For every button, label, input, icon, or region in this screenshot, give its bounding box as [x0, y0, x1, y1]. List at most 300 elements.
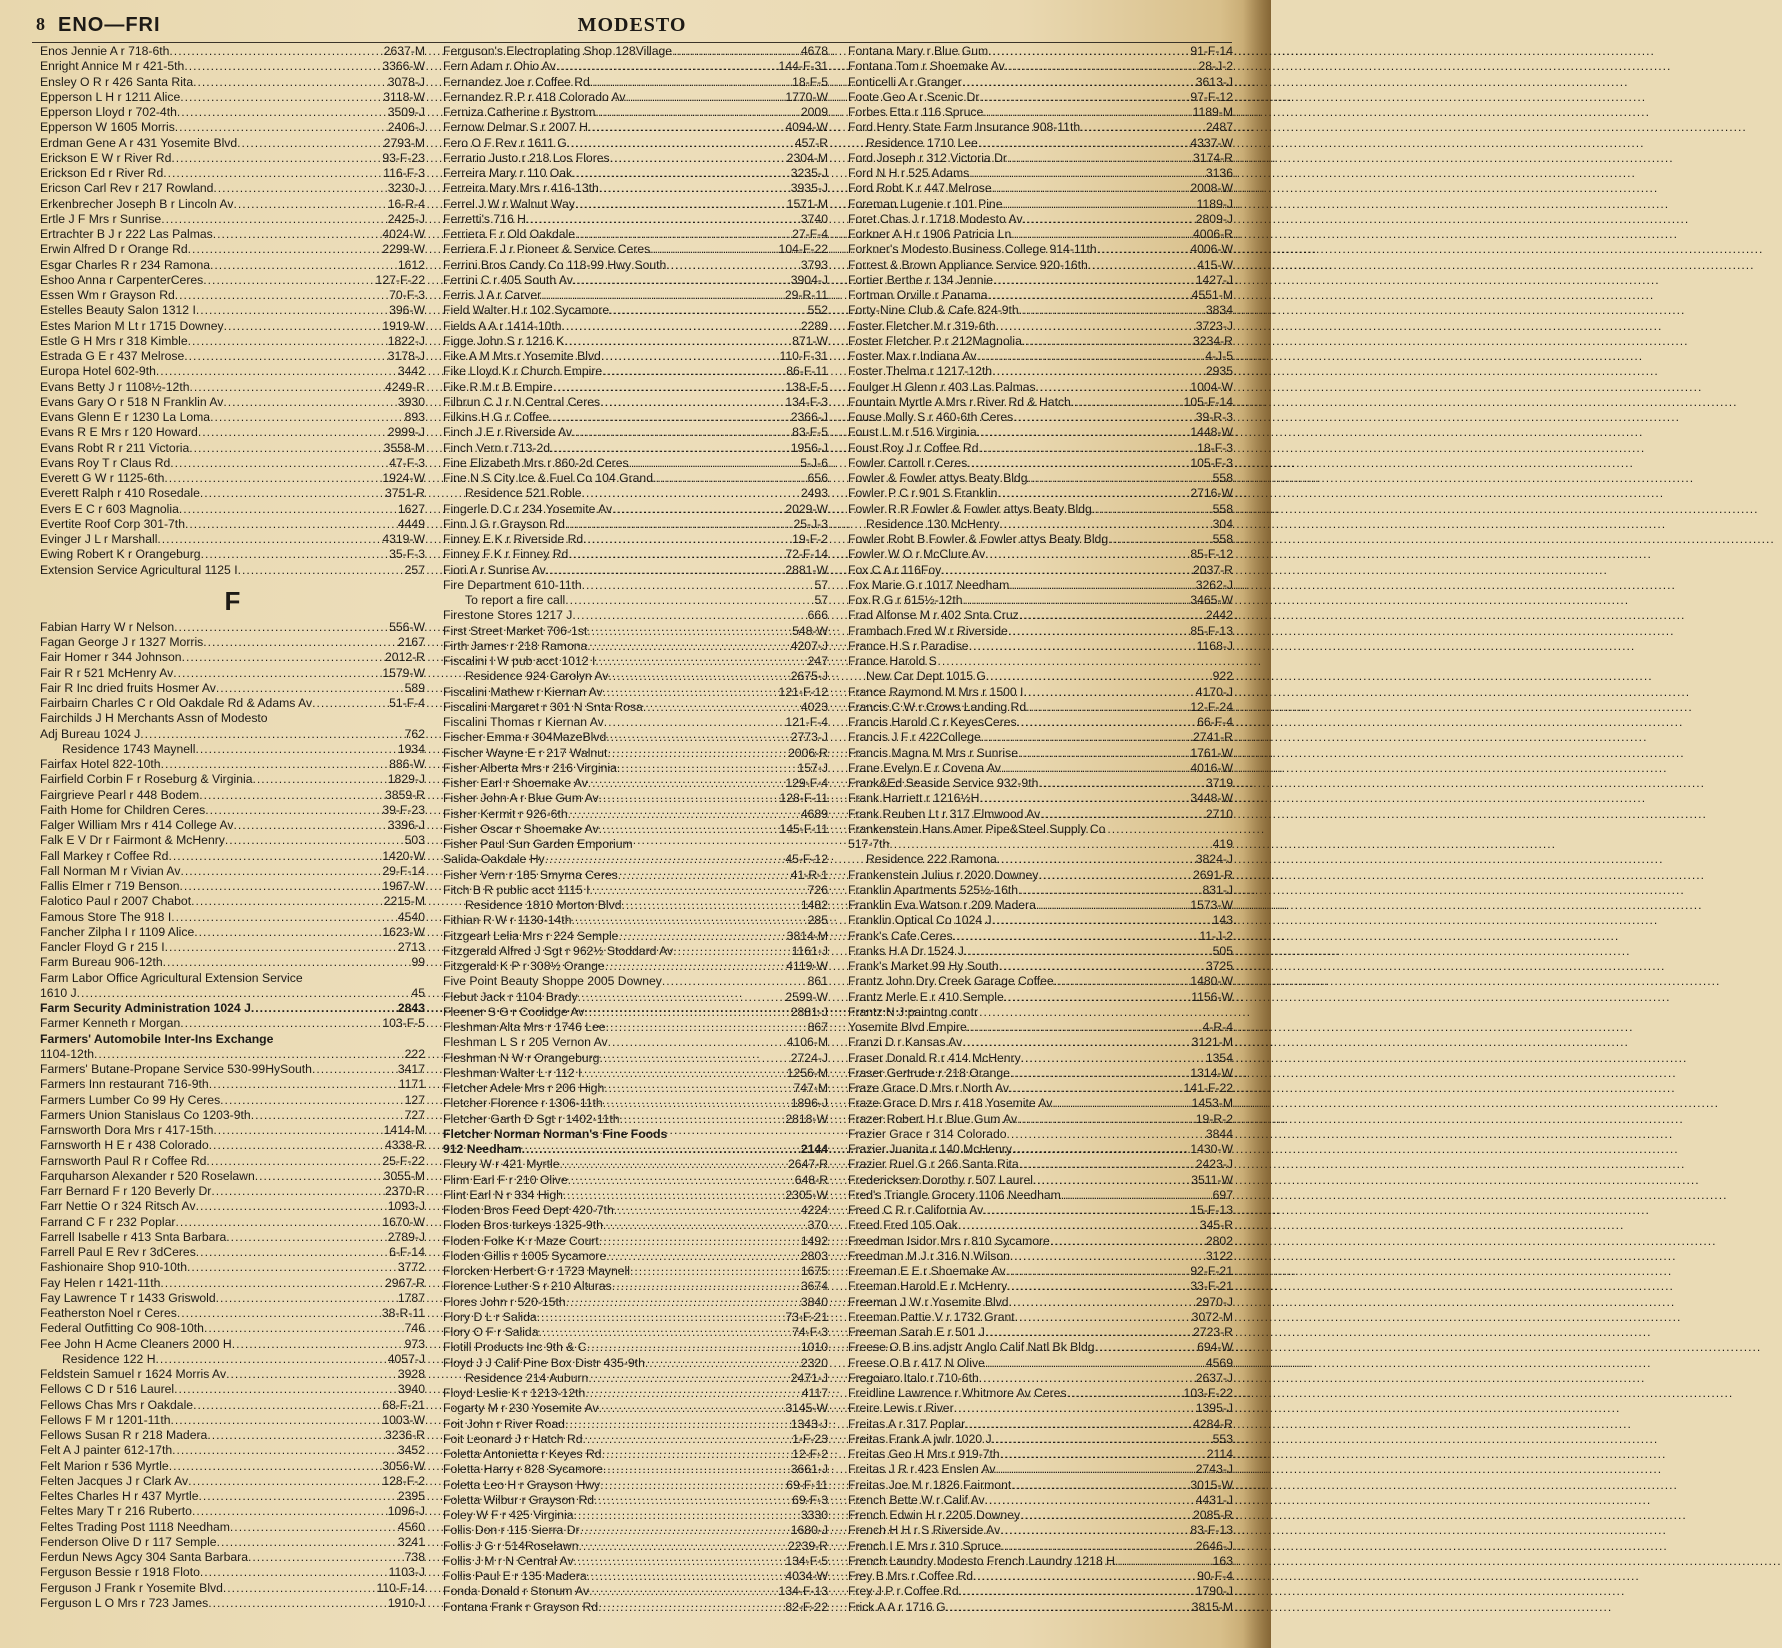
phone-number: 3674 — [800, 1279, 828, 1294]
phone-number: 2493 — [800, 486, 828, 501]
listing-name: Freitas A r 317 Poplar — [848, 1416, 966, 1431]
listing-row — [443, 242, 828, 257]
listing-row — [443, 273, 828, 288]
listing-name: Ferguson J Frank r Yosemite Blvd — [40, 1580, 223, 1595]
phone-number: 121-F-12 — [778, 684, 828, 699]
phone-number: 38-R-11 — [381, 1306, 425, 1320]
listing-row — [40, 471, 425, 486]
phone-number: 103-F-5 — [382, 1016, 425, 1031]
listing-name: Farmer Kenneth r Morgan — [40, 1016, 181, 1031]
listing-name: Estle G H Mrs r 318 Kimble — [40, 333, 188, 348]
leader-dots — [198, 425, 387, 440]
phone-number: 157-J — [797, 760, 828, 775]
listing-row — [848, 75, 1233, 90]
listing-name: Fonda Donald r Stonum Av — [443, 1584, 590, 1599]
listing-name: Frazier Juanita r 140 McHenry — [848, 1142, 1012, 1156]
phone-number: 2881-W — [785, 562, 828, 577]
listing-name: Ford Joseph r 312 Victoria Dr — [848, 150, 1007, 165]
leader-dots — [205, 803, 381, 818]
leader-dots — [587, 624, 791, 639]
phone-number: 1623-W — [382, 924, 425, 939]
leader-dots — [537, 1310, 785, 1325]
leader-dots — [601, 349, 779, 364]
listing-row — [443, 151, 828, 166]
listing-name: Fay Helen r 1421-11th — [40, 1275, 161, 1290]
listing-row — [443, 227, 828, 242]
listing-name: Ford Henry State Farm Insurance 908-11th — [848, 120, 1081, 135]
leader-dots — [1007, 151, 1192, 166]
listing-row — [40, 288, 425, 303]
phone-number: 3740 — [800, 211, 828, 226]
listing-name: Fleener S G r Coolidge Av — [443, 1004, 585, 1019]
listing-row — [443, 1417, 828, 1432]
leader-dots — [1071, 395, 1183, 410]
phone-number: 2037-R — [1193, 562, 1233, 577]
listing-row — [443, 517, 828, 532]
phone-number: 1670-W — [382, 1214, 425, 1229]
listing-row — [40, 1215, 425, 1230]
listing-name: Farmers Lumber Co 99 Hy Ceres — [40, 1092, 221, 1107]
phone-number: 4540 — [397, 909, 425, 924]
phone-number: 553 — [1212, 1431, 1233, 1446]
phone-number: 2114 — [1206, 1447, 1233, 1461]
listing-name: Fairfax Hotel 822-10th — [40, 757, 161, 771]
listing-row — [443, 1157, 828, 1172]
phone-number: 2793-M — [383, 135, 425, 150]
listing-name: Freeman Harold E r McHenry — [848, 1279, 1008, 1294]
listing-row — [848, 1051, 1233, 1066]
listing-name: Ferriera F J r Pioneer & Service Ceres — [443, 242, 651, 257]
listing-row — [848, 441, 1233, 456]
listing-name: Forkner's Modesto Business College 914-11th — [848, 242, 1097, 257]
phone-number: 1354 — [1205, 1050, 1233, 1065]
phone-number: 867 — [807, 1020, 828, 1034]
phone-number: 35-F-3 — [389, 547, 425, 562]
listing-row — [848, 669, 1233, 684]
listing-name: Fletcher Norman Norman's Fine Foods — [443, 1126, 668, 1141]
listing-row — [848, 654, 1233, 669]
phone-number: 3940 — [397, 1382, 425, 1397]
phone-number: 83-F-13 — [1190, 1523, 1233, 1538]
phone-number: 141-F-22 — [1183, 1081, 1233, 1095]
leader-dots — [1010, 1066, 1189, 1081]
leader-dots — [604, 1081, 792, 1096]
listing-row — [443, 807, 828, 822]
listing-row — [848, 624, 1233, 639]
leader-dots — [180, 864, 381, 879]
listing-row — [40, 1474, 425, 1489]
leader-dots — [234, 197, 387, 212]
listing-name: Ford N H r 525 Adams — [848, 166, 970, 180]
leader-dots — [562, 319, 800, 334]
phone-number: 134-F-13 — [778, 1584, 828, 1599]
leader-dots — [196, 303, 388, 318]
directory-column-2 — [443, 44, 828, 1615]
phone-number: 3511-W — [1191, 1172, 1233, 1187]
phone-number: 762 — [404, 726, 425, 741]
leader-dots — [612, 1279, 800, 1294]
phone-number: 12-F-2 — [792, 1447, 828, 1461]
listing-name: Firth James r 218 Ramona — [443, 638, 588, 653]
leader-dots — [976, 349, 1204, 364]
listing-name: Frick A A r 1716 G — [848, 1599, 946, 1614]
listing-row — [443, 1218, 828, 1233]
phone-number: 2647-R — [788, 1157, 828, 1172]
listing-name: Evans R E Mrs r 120 Howard — [40, 425, 198, 440]
leader-dots — [213, 181, 386, 196]
leader-dots — [567, 136, 794, 151]
phone-number: 419 — [1212, 837, 1233, 851]
listing-row — [443, 883, 828, 898]
listing-name: Extension Service Agricultural 1125 I — [40, 562, 238, 577]
listing-row — [40, 105, 425, 120]
phone-number: 3824-J — [1195, 852, 1233, 867]
leader-dots — [962, 1035, 1190, 1050]
listing-row — [443, 1035, 828, 1050]
listing-row — [848, 59, 1233, 74]
leader-dots — [1007, 1279, 1189, 1294]
listing-name: Fox Marie G r 1017 Needham — [848, 577, 1010, 592]
phone-number: 18-F-3 — [1197, 440, 1233, 455]
leader-dots — [179, 502, 397, 517]
listing-row — [443, 730, 828, 745]
leader-dots — [1036, 380, 1190, 395]
listing-name: Erickson E W r River Rd — [40, 150, 172, 165]
leader-dots — [999, 517, 1211, 532]
listing-row — [40, 1001, 425, 1016]
phone-number: 127-F-22 — [375, 272, 425, 287]
listing-name: Farr Nettie O r 324 Ritsch Av — [40, 1199, 196, 1214]
listing-name: Farrell Isabelle r 413 Snta Barbara — [40, 1229, 227, 1244]
listing-row — [443, 425, 828, 440]
leader-dots — [163, 955, 411, 970]
leader-dots — [230, 1520, 397, 1535]
phone-number: 47-F-3 — [389, 455, 425, 470]
listing-row — [443, 258, 828, 273]
phone-number: 41-R-1 — [790, 867, 828, 882]
phone-number: 2818-W — [785, 1111, 828, 1126]
listing-name: Residence 130 McHenry — [866, 516, 1000, 531]
listing-name: Fire Department 610-11th — [443, 577, 582, 592]
leader-dots — [599, 791, 779, 806]
listing-row — [848, 990, 1233, 1005]
phone-number: 3719 — [1205, 776, 1233, 790]
listing-name: Freeman E E r Shoemake Av — [848, 1264, 1006, 1278]
listing-row — [443, 715, 828, 730]
listing-row — [848, 1462, 1233, 1477]
leader-dots — [196, 1199, 387, 1214]
phone-number: 1787 — [397, 1290, 425, 1305]
phone-number: 3844 — [1205, 1126, 1233, 1141]
phone-number: 556-W — [389, 619, 425, 634]
listing-row — [848, 1523, 1233, 1538]
listing-name: Francis J F r 422College — [848, 730, 981, 745]
leader-dots — [965, 1417, 1192, 1432]
listing-name: Fisher Kermit r 926-6th — [443, 806, 568, 821]
listing-row — [40, 395, 425, 410]
listing-name: Ferdun News Agcy 304 Santa Barbara — [40, 1550, 248, 1564]
phone-number: 3234-R — [1193, 333, 1233, 348]
listing-row — [443, 1325, 828, 1340]
phone-number: 726 — [807, 882, 828, 897]
listing-row — [40, 879, 425, 894]
listing-name: Fern Adam r Ohio Av — [443, 59, 556, 74]
phone-number: 4207-J — [790, 638, 828, 653]
listing-row — [848, 578, 1233, 593]
leader-dots — [565, 1417, 790, 1432]
listing-row — [848, 776, 1233, 791]
listing-name: Figge John S r 1216 K — [443, 333, 565, 348]
listing-row — [848, 1310, 1233, 1325]
phone-number: 656 — [807, 471, 828, 485]
listing-name: Fashionaire Shop 910-10th — [40, 1260, 188, 1275]
listing-row — [40, 727, 425, 742]
leader-dots — [1067, 1386, 1183, 1401]
listing-row — [40, 1169, 425, 1184]
phone-number: 4569 — [1205, 1355, 1233, 1370]
listing-row — [443, 1401, 828, 1416]
leader-dots — [599, 822, 779, 837]
leader-dots — [171, 1413, 382, 1428]
listing-name: Fowler Robt B Fowler & Fowler attys Beaty Bldg — [848, 532, 1109, 546]
listing-row — [848, 791, 1233, 806]
leader-dots — [213, 1123, 382, 1138]
leader-dots — [1010, 1249, 1205, 1264]
listing-row — [443, 898, 828, 913]
listing-row — [40, 59, 425, 74]
leader-dots — [77, 986, 411, 1001]
listing-row — [848, 547, 1233, 562]
listing-name: Freeman Sarah E r 501 J — [848, 1325, 985, 1339]
phone-number: 3055-M — [383, 1168, 425, 1183]
listing-row — [443, 1112, 828, 1127]
listing-row — [443, 974, 828, 989]
listing-name: Fitch B R public acct 1115 I — [443, 882, 590, 897]
listing-row — [848, 1096, 1233, 1111]
listing-row — [40, 242, 425, 257]
listing-row — [40, 181, 425, 196]
section-letter: F — [224, 585, 241, 616]
listing-name: Floyd J J Calif Pine Box Distr 435-9th — [443, 1355, 645, 1370]
leader-dots — [1033, 1173, 1190, 1188]
phone-number: 3056-W — [382, 1458, 425, 1473]
listing-name: Floyd Leslie K r 1213-12th — [443, 1386, 586, 1400]
phone-number: 127 — [404, 1092, 425, 1107]
listing-row — [40, 772, 425, 787]
listing-name: Foit John r River Road — [443, 1416, 565, 1431]
listing-name: Fabian Harry W r Nelson — [40, 619, 175, 634]
listing-row — [443, 502, 828, 517]
listing-row — [40, 864, 425, 879]
listing-row — [443, 746, 828, 761]
phone-number: 2144 — [800, 1142, 828, 1156]
leader-dots — [564, 334, 791, 349]
phone-number: 552 — [807, 303, 828, 318]
phone-number: 2085-R — [1193, 1508, 1233, 1522]
listing-name: Fiori A r Sunrise Av — [443, 562, 546, 577]
leader-dots — [958, 1218, 1199, 1233]
phone-number: 3174-R — [1193, 150, 1233, 165]
leader-dots — [1061, 1188, 1212, 1203]
listing-row — [848, 105, 1233, 120]
leader-dots — [1009, 1081, 1183, 1096]
listing-name: Fontana Frank r Grayson Rd — [443, 1599, 599, 1614]
listing-row — [848, 1493, 1233, 1508]
listing-name: Feldstein Samuel r 1624 Morris Av — [40, 1367, 227, 1381]
leader-dots — [1097, 242, 1190, 257]
listing-name: Farmers' Automobile Inter-Ins Exchange — [40, 1031, 274, 1046]
listing-row — [443, 547, 828, 562]
listing-row — [443, 1340, 828, 1355]
listing-name: Evans Glenn E r 1230 La Loma — [40, 410, 211, 424]
directory-column-1 — [40, 44, 425, 1611]
listing-name: Fraser Donald R r 414 McHenry — [848, 1050, 1021, 1065]
listing-name: Evinger J L r Marshall — [40, 532, 158, 546]
listing-row — [40, 742, 425, 757]
listing-name: Fall Norman M r Vivian Av — [40, 863, 181, 878]
leader-dots — [565, 517, 793, 532]
listing-row — [848, 395, 1233, 410]
listing-row — [443, 685, 828, 700]
listing-name: Frank Harriett r 1216½H — [848, 791, 980, 806]
listing-row — [443, 197, 828, 212]
leader-dots — [585, 1386, 801, 1401]
phone-number: 589 — [404, 680, 425, 695]
listing-name: Frank's Cafe Ceres — [848, 928, 953, 943]
leader-dots — [986, 669, 1212, 684]
listing-name: Fraze Grace D Mrs r North Av — [848, 1081, 1009, 1095]
listing-row — [443, 1371, 828, 1386]
leader-dots — [584, 1005, 789, 1020]
listing-row — [443, 364, 828, 379]
phone-number: 2881-J — [790, 1004, 828, 1019]
listing-name: Franzi D r Kansas Av — [848, 1035, 963, 1050]
listing-name: Fraser Gertrude r 218 Orange — [848, 1065, 1010, 1080]
listing-row — [848, 212, 1233, 227]
listing-row — [848, 1020, 1233, 1035]
listing-name: Fernandez Joe r Coffee Rd — [443, 74, 590, 89]
leader-dots — [662, 974, 807, 989]
listing-name: Foster Fletcher M r 319-6th — [848, 318, 996, 333]
leader-dots — [1012, 1142, 1189, 1157]
phone-number: 85-F-12 — [1190, 547, 1233, 562]
listing-name: 517-7th — [848, 837, 890, 851]
phone-number: 1414-M — [383, 1123, 425, 1137]
listing-name: Floden Folke K r Maze Court — [443, 1233, 599, 1248]
listing-name: Fregoiaro Italo r 710-6th — [848, 1370, 979, 1385]
leader-dots — [541, 288, 784, 303]
listing-name: Francis Harold C r KeyesCeres — [848, 715, 1017, 729]
listing-name: Frank Reuben Lt r 317 Elmwood Av — [848, 806, 1041, 821]
listing-row — [443, 1173, 828, 1188]
leader-dots — [1011, 227, 1192, 242]
leader-dots — [993, 273, 1195, 288]
phone-number: 3558-M — [383, 440, 425, 455]
listing-row — [443, 990, 828, 1005]
listing-row — [848, 197, 1233, 212]
leader-dots — [1023, 212, 1195, 227]
leader-dots — [1015, 1310, 1191, 1325]
listing-row — [443, 90, 828, 105]
phone-number: 2239-R — [788, 1538, 828, 1553]
listing-name: Residence 1810 Morton Blvd — [465, 898, 622, 912]
phone-number: 4023 — [800, 699, 828, 714]
leader-dots — [1017, 715, 1196, 730]
listing-row — [40, 940, 425, 955]
listing-row — [40, 1565, 425, 1580]
leader-dots — [992, 181, 1190, 196]
listing-row — [848, 1600, 1233, 1615]
listing-name: Farmers Inn restaurant 716-9th — [40, 1077, 209, 1092]
leader-dots — [210, 410, 404, 425]
listing-row — [443, 1295, 828, 1310]
phone-number: 3772 — [397, 1260, 425, 1275]
leader-dots — [587, 1340, 800, 1355]
phone-number: 3136 — [1205, 166, 1233, 180]
phone-number: 457-R — [794, 135, 828, 150]
listing-name: Fortier Berthe r 134 Jennie — [848, 272, 993, 287]
listing-name: Filbrun C J r N Central Ceres — [443, 394, 601, 409]
listing-name: Follis Paul E r 135 Madera — [443, 1569, 587, 1583]
listing-row — [848, 1188, 1233, 1203]
listing-name: Ferguson Bessie r 1918 Floto — [40, 1565, 200, 1580]
leader-dots — [629, 456, 800, 471]
listing-row — [848, 136, 1233, 151]
phone-number: 72-F-14 — [785, 547, 828, 562]
listing-name: Evans Gary O r 518 N Franklin Av — [40, 394, 224, 409]
listing-name: Fisher Alberta Mrs r 216 Virginia — [443, 760, 617, 775]
leader-dots — [94, 1047, 404, 1062]
listing-row — [848, 1157, 1233, 1172]
listing-row — [443, 319, 828, 334]
listing-name: Fancler Floyd G r 215 I — [40, 940, 165, 954]
listing-row — [40, 1245, 425, 1260]
listing-row — [40, 711, 425, 726]
listing-row — [40, 1306, 425, 1321]
listing-row — [848, 837, 1233, 852]
listing-row — [848, 258, 1233, 273]
listing-name: Faith Home for Children Ceres — [40, 802, 206, 817]
listing-row — [40, 258, 425, 273]
leader-dots — [599, 1051, 789, 1066]
phone-number: 144-F-31 — [778, 59, 828, 74]
phone-number: 3509-J — [387, 105, 425, 119]
listing-row — [848, 959, 1233, 974]
phone-number: 2970-J — [1195, 1294, 1233, 1309]
leader-dots — [1020, 1508, 1192, 1523]
phone-number: 3015-W — [1190, 1477, 1233, 1492]
leader-dots — [973, 1569, 1196, 1584]
leader-dots — [188, 334, 387, 349]
leader-dots — [210, 258, 397, 273]
listing-row — [848, 929, 1233, 944]
listing-name: Feltes Charles H r 437 Myrtle — [40, 1489, 199, 1503]
phone-number: 86-F-11 — [786, 364, 828, 379]
leader-dots — [553, 380, 785, 395]
listing-name: Falotico Paul r 2007 Chabot — [40, 894, 192, 909]
listing-name: Residence 214 Auburn — [465, 1370, 589, 1385]
phone-number: 4034-W — [785, 1569, 828, 1583]
listing-name: Fall Markey r Coffee Rd — [40, 848, 169, 863]
leader-dots — [1019, 303, 1205, 318]
phone-number: 2710 — [1205, 806, 1233, 821]
listing-row — [40, 1032, 425, 1047]
phone-number: 18-F-5 — [792, 74, 828, 89]
leader-dots — [645, 1356, 800, 1371]
phone-number: 727 — [404, 1107, 425, 1122]
listing-name: Farm Security Administration 1024 J — [40, 1001, 251, 1015]
listing-name: Fletcher Adele Mrs r 206 High — [443, 1081, 605, 1095]
